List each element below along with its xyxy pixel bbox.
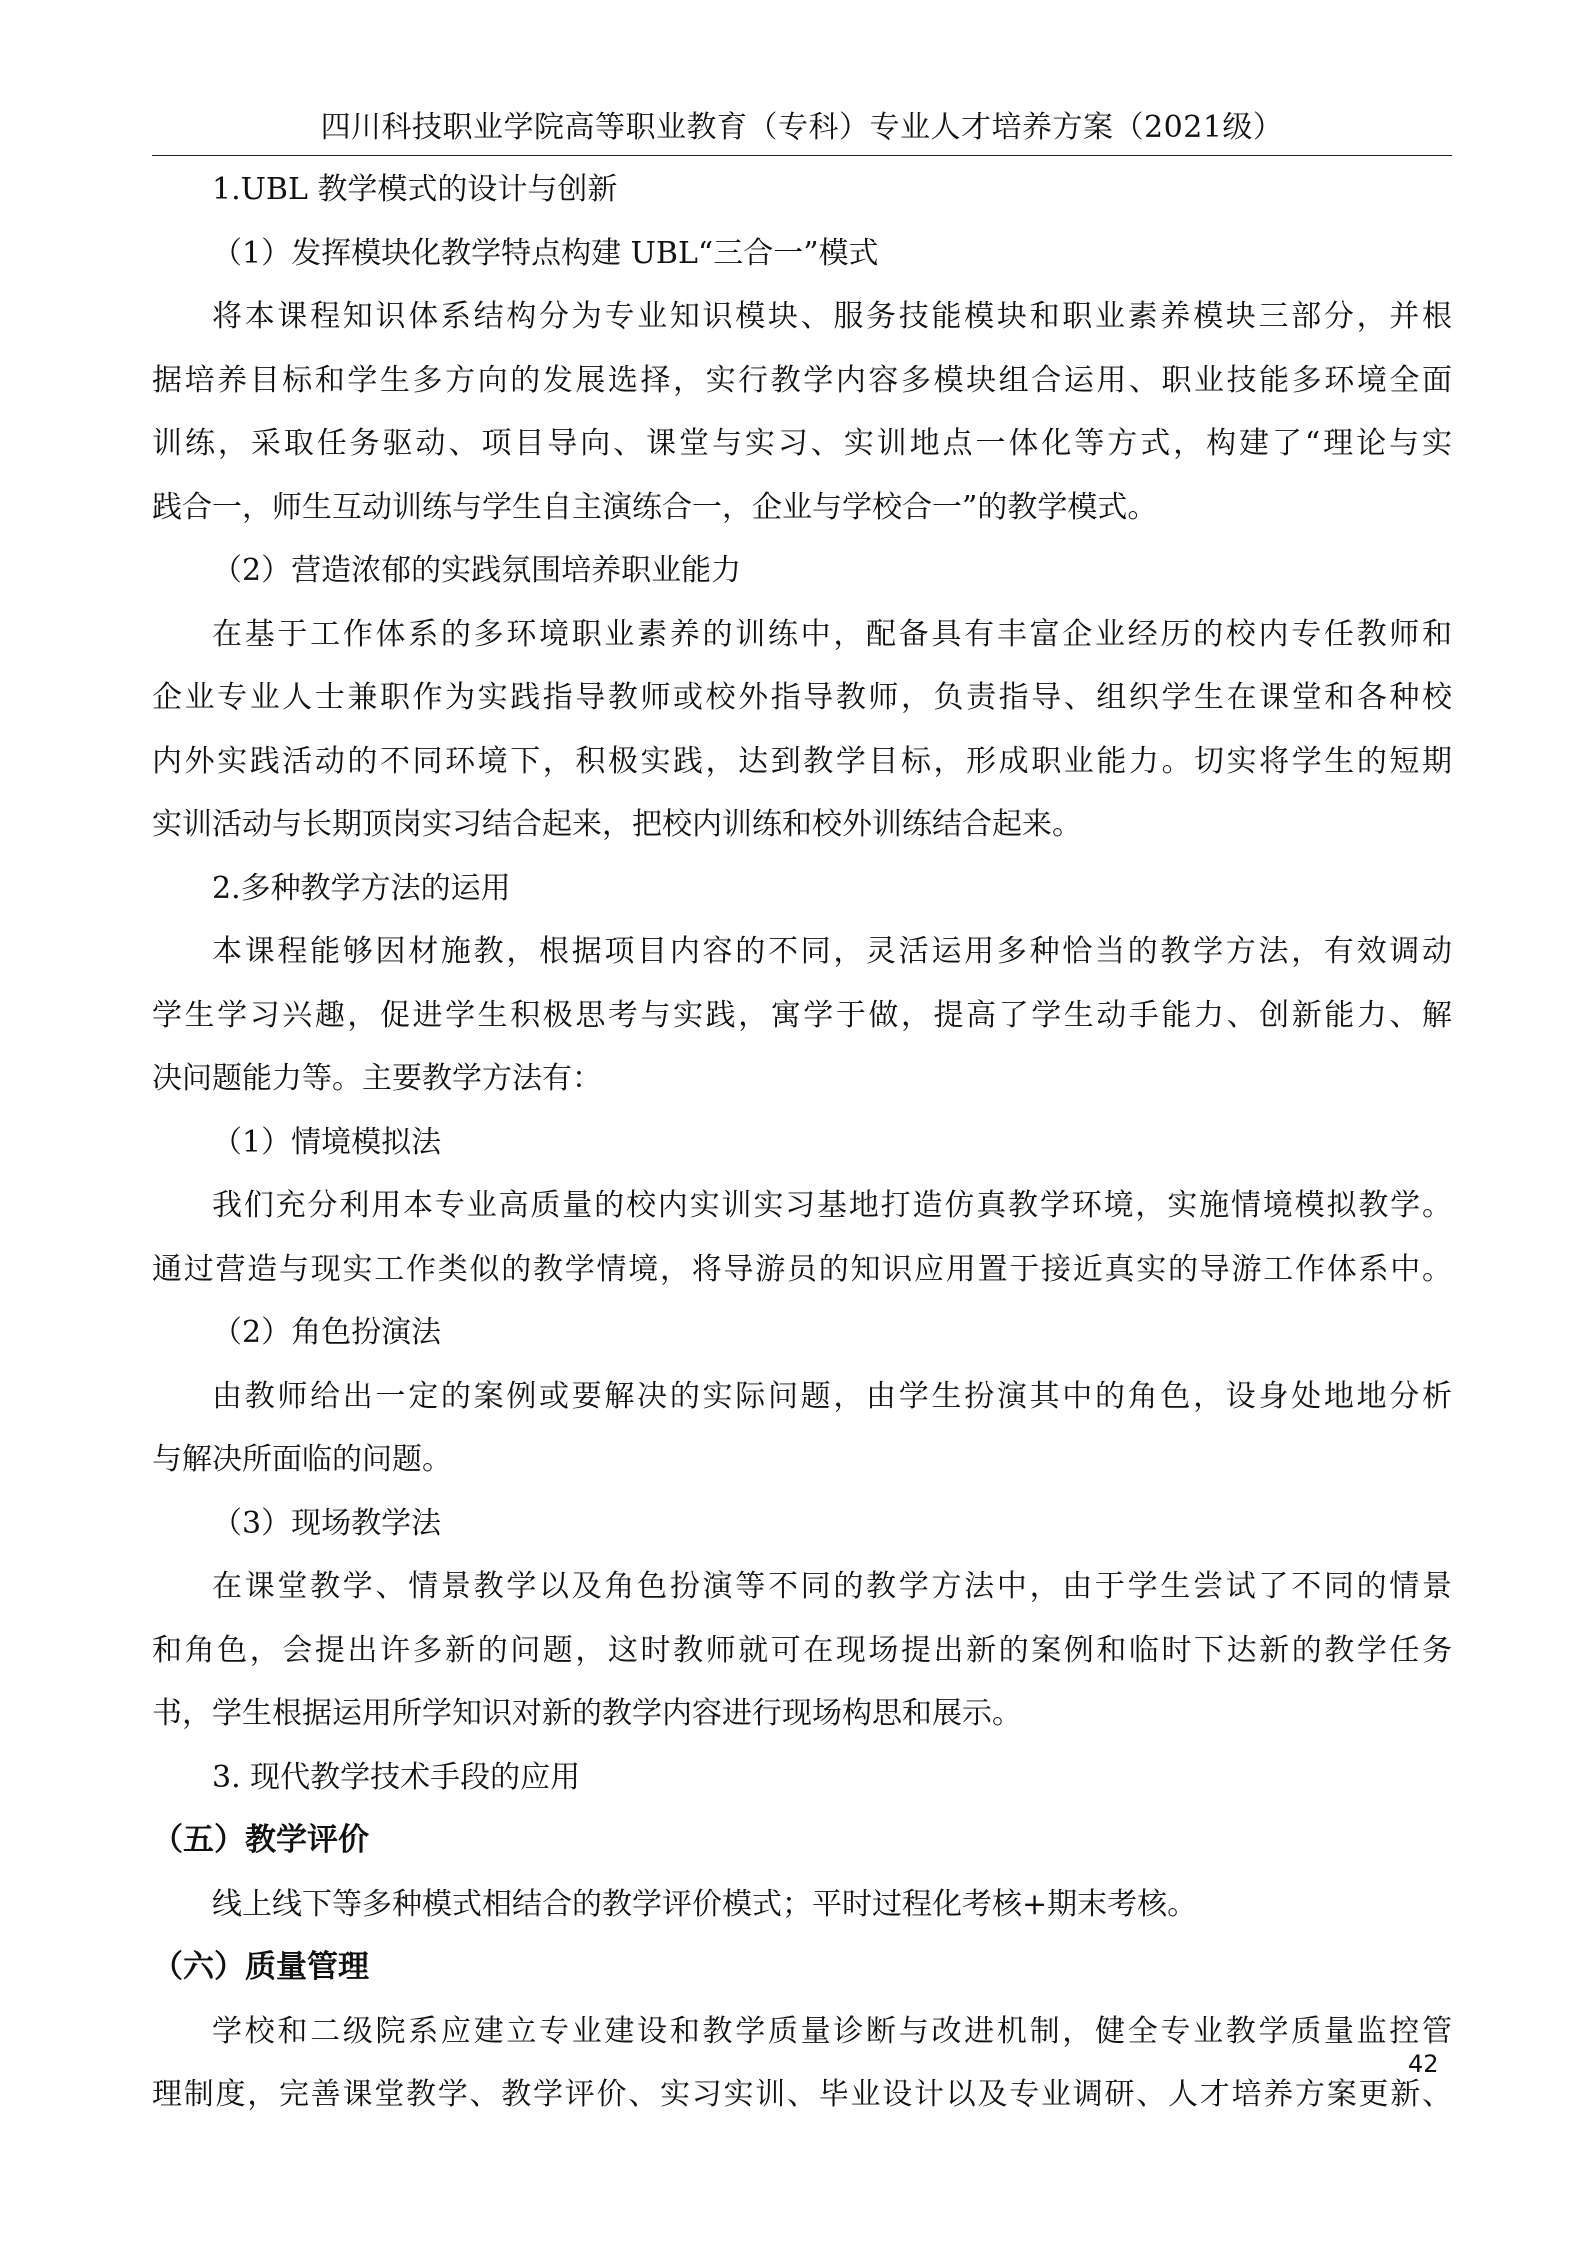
subheading-ubl-design: 1.UBL 教学模式的设计与创新 (212, 172, 618, 207)
paragraph-line: 将本课程知识体系结构分为专业知识模块、服务技能模块和职业素养模块三部分，并根 (212, 299, 1452, 334)
paragraph-line: 践合一，师生互动训练与学生自主演练合一，企业与学校合一”的教学模式。 (152, 489, 1158, 525)
subheading-on-site-teaching: （3）现场教学法 (212, 1505, 442, 1541)
section-heading-teaching-evaluation: （五）教学评价 (152, 1822, 369, 1858)
subheading-modern-technology: 3. 现代教学技术手段的应用 (212, 1759, 581, 1795)
subheading-role-play: （2）角色扮演法 (212, 1315, 442, 1350)
paragraph-line: 实训活动与长期顶岗实习结合起来，把校内训练和校外训练结合起来。 (152, 807, 1082, 842)
paragraph-line: 学校和二级院系应建立专业建设和教学质量诊断与改进机制，健全专业教学质量监控管 (212, 2013, 1452, 2049)
section-heading-quality-management: （六）质量管理 (152, 1949, 369, 1985)
document-body (152, 158, 1452, 2127)
subheading-ubl-model: （1）发挥模块化教学特点构建 UBL“三合一”模式 (212, 235, 879, 271)
paragraph-line: 学生学习兴趣，促进学生积极思考与实践，寓学于做，提高了学生动手能力、创新能力、解 (152, 997, 1452, 1033)
subheading-situation-simulation: （1）情境模拟法 (212, 1124, 442, 1160)
subheading-teaching-methods: 2.多种教学方法的运用 (212, 870, 511, 906)
paragraph-line: 通过营造与现实工作类似的教学情境，将导游员的知识应用置于接近真实的导游工作体系中。 (152, 1251, 1452, 1287)
paragraph-line: 和角色，会提出许多新的问题，这时教师就可在现场提出新的案例和临时下达新的教学任务 (152, 1632, 1452, 1668)
page-number: 42 (1408, 2050, 1439, 2078)
paragraph-line: 书，学生根据运用所学知识对新的教学内容进行现场构思和展示。 (152, 1696, 1022, 1731)
paragraph-line: 企业专业人士兼职作为实践指导教师或校外指导教师，负责指导、组织学生在课堂和各种校 (152, 680, 1452, 715)
paragraph-line: 在课堂教学、情景教学以及角色扮演等不同的教学方法中，由于学生尝试了不同的情景 (212, 1569, 1452, 1604)
header-divider (152, 155, 1452, 156)
paragraph-line: 理制度，完善课堂教学、教学评价、实习实训、毕业设计以及专业调研、人才培养方案更新、 (152, 2077, 1452, 2112)
paragraph-line: 内外实践活动的不同环境下，积极实践，达到教学目标，形成职业能力。切实将学生的短期 (152, 743, 1452, 779)
paragraph-line: 据培养目标和学生多方向的发展选择，实行教学内容多模块组合运用、职业技能多环境全面 (152, 362, 1452, 398)
paragraph-line: 在基于工作体系的多环境职业素养的训练中，配备具有丰富企业经历的校内专任教师和 (212, 616, 1452, 652)
paragraph-line: 线上线下等多种模式相结合的教学评价模式；平时过程化考核+期末考核。 (212, 1886, 1198, 1922)
paragraph-line: 与解决所面临的问题。 (152, 1442, 452, 1477)
paragraph-line: 训练，采取任务驱动、项目导向、课堂与实习、实训地点一体化等方式，构建了“理论与实 (152, 426, 1452, 461)
paragraph-line: 我们充分利用本专业高质量的校内实训实习基地打造仿真教学环境，实施情境模拟教学。 (212, 1188, 1452, 1223)
paragraph-line: 决问题能力等。主要教学方法有： (152, 1061, 602, 1096)
subheading-practice-atmosphere: （2）营造浓郁的实践氛围培养职业能力 (212, 553, 742, 588)
page-header: 四川科技职业学院高等职业教育（专科）专业人才培养方案（2021级） (320, 110, 1284, 145)
paragraph-line: 本课程能够因材施教，根据项目内容的不同，灵活运用多种恰当的教学方法，有效调动 (212, 934, 1452, 969)
paragraph-line: 由教师给出一定的案例或要解决的实际问题，由学生扮演其中的角色，设身处地地分析 (212, 1378, 1452, 1414)
